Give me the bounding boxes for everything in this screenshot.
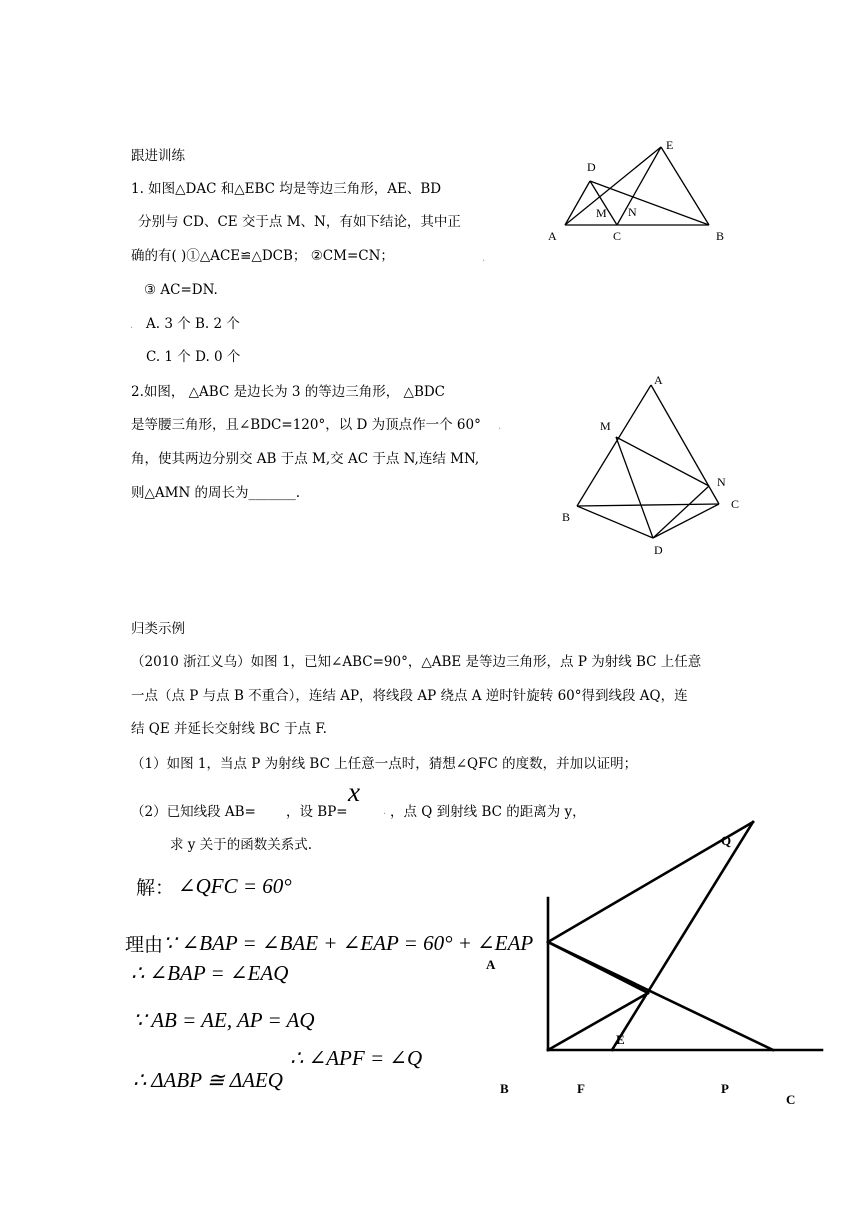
q2-line2: 是等腰三角形，且∠BDC=120°，以 D 为顶点作一个 60°	[131, 417, 481, 433]
fig3-label-a: A	[486, 957, 496, 972]
fig1-label-c: C	[613, 229, 622, 243]
fig1-label-n: N	[628, 205, 637, 219]
fig1-label-a: A	[548, 229, 557, 243]
fig3-label-b: B	[500, 1081, 509, 1096]
example-para-1: （2010 浙江义乌）如图 1，已知∠ABC=90°，△ABE 是等边三角形，点 P 为射线 BC 上任意	[131, 654, 702, 670]
solution-line-5: ∴ ∠APF = ∠Q	[290, 1046, 423, 1070]
example-part-1: （1）如图 1，当点 P 为射线 BC 上任意一点时，猜想∠QFC 的度数，并加以证明；	[131, 756, 638, 772]
mark-dot: .	[498, 421, 502, 432]
solution-line-3: ∴ ∠BAP = ∠EAQ	[131, 961, 289, 985]
fig3-label-f: F	[577, 1081, 585, 1096]
q2-line1: 2.如图， △ABC 是边长为 3 的等边三角形， △BDC	[131, 384, 446, 400]
mark-dot: .	[130, 320, 134, 331]
solution-line-6: ∴ ΔABP ≅ ΔAEQ	[133, 1068, 283, 1092]
example-part-2-c: ，点 Q 到射线 BC 的距离为 y，	[390, 804, 586, 820]
fig3-label-e: E	[616, 1032, 625, 1047]
solution-reason-prefix: 理由	[125, 934, 164, 956]
fig2-label-c: C	[731, 497, 740, 511]
fig1-label-e: E	[666, 138, 674, 152]
example-para-2: 一点（点 P 与点 B 不重合），连结 AP，将线段 AP 绕点 A 逆时针旋转 60°得到线段 AQ，连	[131, 688, 688, 704]
q1-options-ab: A. 3 个 B. 2 个	[146, 316, 240, 332]
mark-dot: .	[383, 806, 387, 817]
fig2-label-b: B	[562, 510, 571, 524]
variable-x: x	[348, 777, 360, 807]
example-part-2-b: ，设 BP=	[286, 804, 348, 820]
fig2-label-m: M	[600, 419, 611, 433]
example-para-3: 结 QE 并延长交射线 BC 于点 F.	[131, 721, 327, 737]
fig2-label-n: N	[717, 475, 726, 489]
solution-line-1: ∠QFC = 60°	[178, 874, 292, 898]
solution-line-4: ∵ AB = AE, AP = AQ	[133, 1008, 315, 1032]
q1-line3: 确的有( )①△ACE≌△DCB； ②CM=CN；	[131, 248, 394, 264]
fig3-label-q: Q	[721, 833, 732, 848]
q2-line3: 角，使其两边分别交 AB 于点 M,交 AC 于点 N,连结 MN,	[131, 451, 480, 467]
example-part-2-a: （2）已知线段 AB=	[131, 804, 256, 820]
example-part-2-d: 求 y 关于的函数关系式.	[170, 837, 313, 853]
practice-heading: 跟进训练	[131, 148, 185, 164]
q1-options-cd: C. 1 个 D. 0 个	[146, 349, 241, 365]
q1-line2: 分别与 CD、CE 交于点 M、N，有如下结论，其中正	[138, 214, 461, 230]
fig3-label-p: P	[721, 1081, 729, 1096]
q2-line4: 则△AMN 的周长为_______.	[131, 485, 301, 501]
example-heading: 归类示例	[131, 621, 185, 637]
fig2-label-d: D	[654, 543, 663, 557]
fig1-label-m: M	[596, 206, 607, 220]
fig2-label-a: A	[654, 373, 663, 387]
fig1-label-b: B	[716, 229, 725, 243]
q1-line1: 1. 如图△DAC 和△EBC 均是等边三角形，AE、BD	[131, 181, 442, 197]
mark-dot: .	[482, 253, 486, 264]
solution-line-2: ∵ ∠BAP = ∠BAE + ∠EAP = 60° + ∠EAP	[163, 931, 534, 955]
fig3-label-c: C	[786, 1092, 796, 1107]
q1-line4: ③ AC=DN.	[144, 282, 218, 298]
solution-prefix: 解：	[136, 877, 175, 899]
fig1-label-d: D	[587, 160, 596, 174]
